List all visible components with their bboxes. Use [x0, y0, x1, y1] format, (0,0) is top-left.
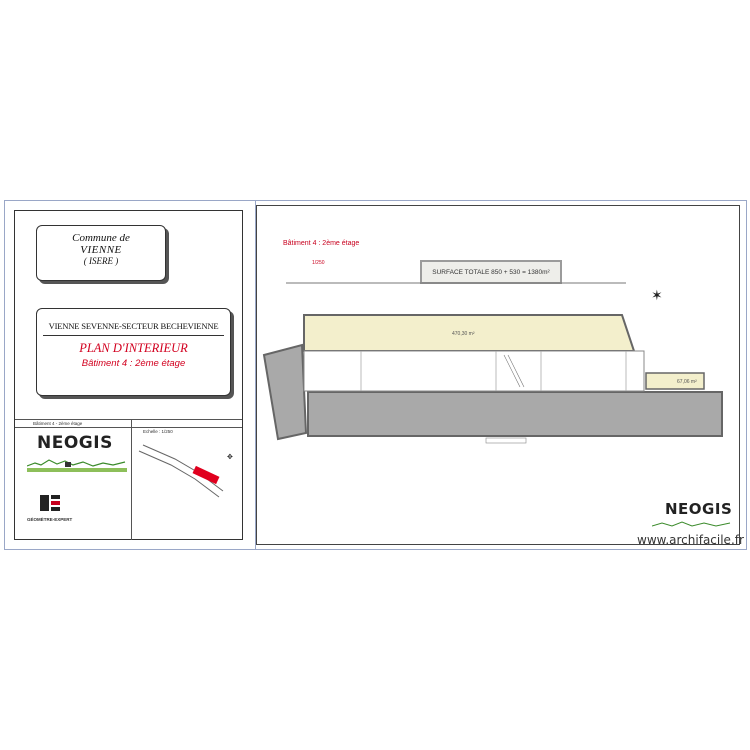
- geometre-expert-logo-icon: [39, 494, 61, 517]
- commune-name: VIENNE: [80, 244, 122, 256]
- floor-plan: [256, 205, 740, 545]
- project-box: [36, 308, 231, 396]
- surface-total-box: SURFACE TOTALE 850 + 530 = 1380m²: [420, 260, 562, 284]
- commune-box: [36, 225, 166, 281]
- svg-text:✶: ✶: [651, 288, 663, 304]
- watermark: www.archifacile.fr: [637, 533, 744, 547]
- area-main-label: 470,30 m²: [452, 331, 475, 337]
- project-separator: [43, 335, 224, 336]
- project-title: PLAN D'INTERIEUR: [79, 341, 188, 355]
- svg-text:✥: ✥: [227, 453, 233, 461]
- commune-department: ( ISERE ): [83, 256, 119, 266]
- project-sector: VIENNE SEVENNE-SECTEUR BECHEVIENNE: [48, 321, 219, 331]
- cartouche-vrule: [131, 419, 132, 540]
- neogis-landscape-icon: [27, 454, 127, 472]
- company-name: GÉOMÈTRE-EXPERT: [27, 517, 73, 522]
- location-map: [135, 433, 239, 513]
- neogis-logo: NEOGIS: [37, 433, 113, 453]
- cartouche-rule-2: [15, 427, 242, 428]
- scale-label: Echelle : 1/250: [143, 429, 173, 434]
- plan-neogis-logo: NEOGIS: [665, 500, 733, 518]
- plan-title: Bâtiment 4 : 2ème étage: [283, 240, 360, 247]
- plan-neogis-landscape-icon: [652, 518, 732, 530]
- title-block: [14, 210, 243, 540]
- cartouche-rule-1: [15, 419, 242, 420]
- plan-scale: 1/250: [312, 260, 325, 266]
- project-subtitle: Bâtiment 4 : 2ème étage: [81, 358, 186, 369]
- area-small-label: 67,06 m²: [677, 379, 697, 385]
- commune-line1: Commune de: [72, 232, 130, 244]
- sheet-label: Bâtiment 4 - 2ème étage: [33, 421, 83, 426]
